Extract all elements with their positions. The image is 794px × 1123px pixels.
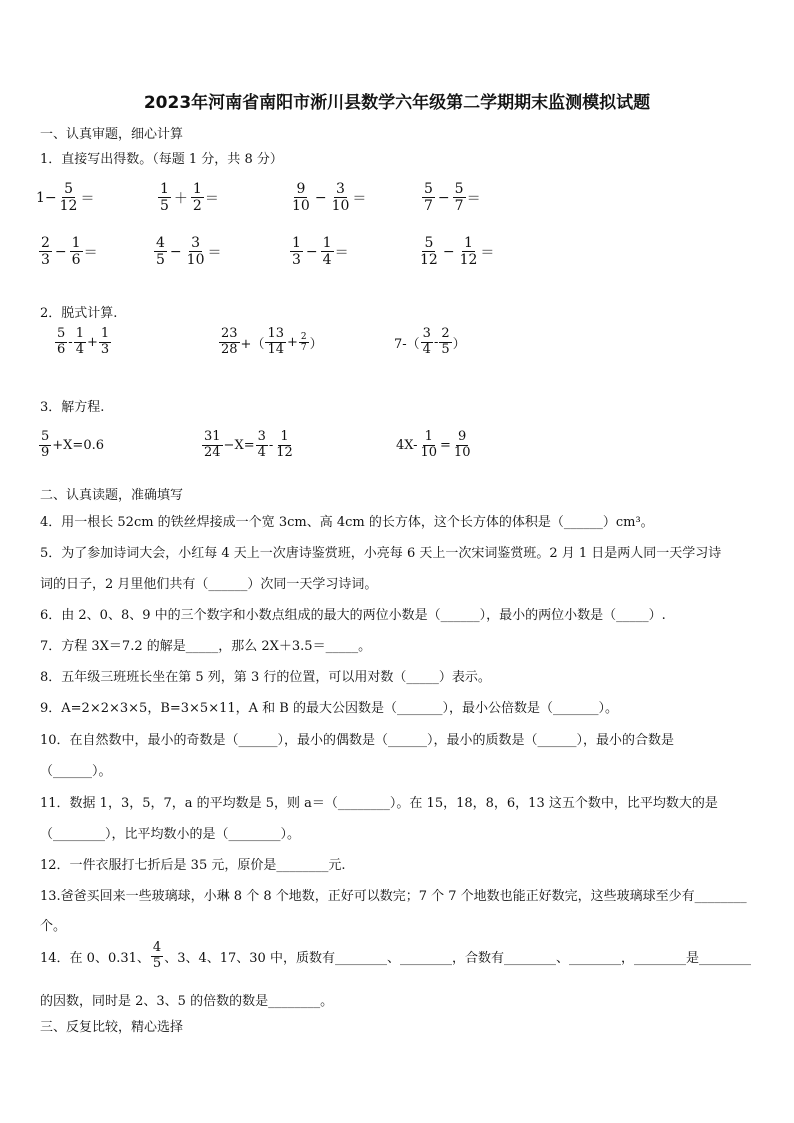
q1-item-3: $\frac{9}{10}$ − $\frac{3}{10}$ ＝: [292, 181, 367, 215]
question-5-line-1: 5．为了参加诗词大会，小红每 4 天上一次唐诗鉴赏班，小亮每 6 天上一次宋词鉴赏班。2 月 1 日是两人同一天学习诗: [40, 546, 722, 561]
section-heading-3: 三、反复比较，精心选择: [40, 1020, 184, 1035]
q3-equation-c: 4X- $\frac{1}{10}$ = $\frac{9}{10}$: [396, 429, 471, 460]
q3-equation-a: $\frac{5}{9}$ +X=0.6: [41, 429, 104, 460]
q1-item-5: $\frac{2}{3}$ − $\frac{1}{6}$ ＝: [41, 235, 98, 269]
q2-expression-b: $\frac{23}{28}$ +（ $\frac{13}{14}$ + $\frac{2}{7}$ ）: [221, 326, 323, 357]
question-7: 7．方程 3X＝7.2 的解是_____，那么 2X＋3.5＝_____。: [40, 639, 372, 654]
q2-expression-a: $\frac{5}{6}$ - $\frac{1}{4}$ + $\frac{1}{3}$: [57, 326, 110, 357]
section-heading-2: 二、认真读题，准确填写: [40, 488, 184, 503]
question-6: 6．由 2、0、8、9 中的三个数字和小数点组成的最大的两位小数是（______），最小的两位小数是（_____）.: [40, 608, 666, 623]
question-2-label: 2．脱式计算.: [40, 306, 118, 321]
q1-item-2: $\frac{1}{5}$ ＋ $\frac{1}{2}$ ＝: [160, 181, 219, 215]
question-8: 8．五年级三班班长坐在第 5 列，第 3 行的位置，可以用对数（_____）表示。: [40, 670, 491, 685]
question-11-line-1: 11．数据 1，3，5，7，a 的平均数是 5，则 a＝（________）。在 15，18，8，6，13 这五个数中，比平均数大的是: [40, 796, 718, 811]
q2-expression-c: 7-（ $\frac{3}{4}$ - $\frac{2}{5}$ ）: [394, 326, 466, 357]
question-1-label: 1．直接写出得数。（每题 1 分，共 8 分）: [40, 152, 283, 167]
q1-item-7: $\frac{1}{3}$ − $\frac{1}{4}$ ＝: [292, 235, 349, 269]
q1-item-1: 1− $\frac{5}{12}$ ＝: [36, 181, 95, 215]
question-3-label: 3．解方程.: [40, 400, 105, 415]
q1-item-8: $\frac{5}{12}$ − $\frac{1}{12}$ ＝: [420, 235, 495, 269]
question-14-line-2: 的因数，同时是 2、3、5 的倍数的数是________。: [40, 994, 334, 1009]
question-9: 9．A=2×2×3×5，B=3×5×11，A 和 B 的最大公因数是（_______），最小公倍数是（_______）。: [40, 701, 618, 716]
question-14-line-1: 14．在 0、0.31、 $\frac{4}{5}$ 、3、4、17、30 中，质数有________、________，合数有________、________，________是________: [40, 940, 751, 971]
page-title: 2023年河南省南阳市淅川县数学六年级第二学期期末监测模拟试题: [143, 93, 651, 113]
q3-equation-b: $\frac{31}{24}$ −X= $\frac{3}{4}$ - $\frac{1}{12}$: [204, 429, 293, 460]
question-4: 4．用一根长 52cm 的铁丝焊接成一个宽 3cm、高 4cm 的长方体，这个长方体的体积是（______）cm³。: [40, 515, 654, 530]
section-heading-1: 一、认真审题，细心计算: [40, 127, 184, 142]
question-10-line-2: （______）。: [40, 764, 112, 779]
question-13-line-2: 个。: [40, 919, 67, 934]
q1-item-4: $\frac{5}{7}$ − $\frac{5}{7}$ ＝: [424, 181, 481, 215]
question-10-line-1: 10．在自然数中，最小的奇数是（______），最小的偶数是（______），最小的质数是（______），最小的合数是: [40, 733, 675, 748]
question-12: 12．一件衣服打七折后是 35 元，原价是________元.: [40, 858, 346, 873]
question-13-line-1: 13.爸爸买回来一些玻璃球，小琳 8 个 8 个地数，正好可以数完；7 个 7 个地数也能正好数完，这些玻璃球至少有________: [40, 889, 747, 904]
question-11-line-2: （________），比平均数小的是（________）。: [40, 827, 301, 842]
question-5-line-2: 词的日子，2 月里他们共有（______）次同一天学习诗词。: [40, 577, 378, 592]
q1-item-6: $\frac{4}{5}$ − $\frac{3}{10}$ ＝: [156, 235, 222, 269]
